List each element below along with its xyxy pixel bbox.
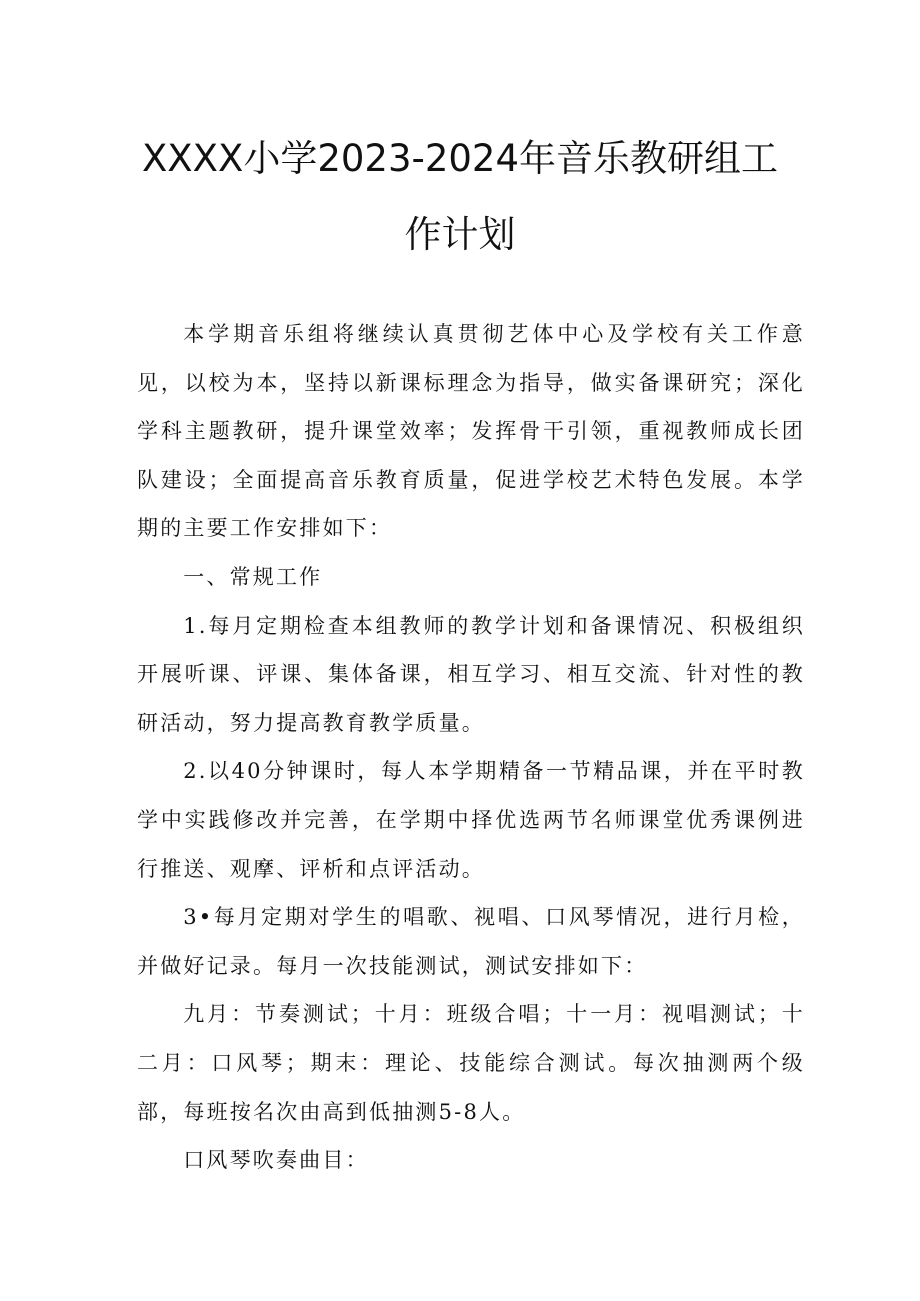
section-heading-routine-work: 一、常规工作	[183, 564, 323, 589]
routine-item-2: 2.以40分钟课时，每人本学期精备一节精品课，并在平时教学中实践修改并完善，在学期中择优选两节名师课堂优秀课例进行推送、观摩、评析和点评活动。	[137, 759, 805, 881]
harmonica-pieces-heading: 口风琴吹奏曲目：	[183, 1148, 369, 1173]
document-title-line-2: 作计划	[404, 213, 516, 256]
document-title-line-1: XXXX小学2023-2024年音乐教研组工	[141, 137, 779, 180]
intro-paragraph: 本学期音乐组将继续认真贯彻艺体中心及学校有关工作意见，以校为本，坚持以新课标理念为指导，做实备课研究；深化学科主题教研，提升课堂效率；发挥骨干引领，重视教师成长团队建设；全面提高音乐教育质量，促进学校艺术特色发展。本学期的主要工作安排如下：	[137, 322, 805, 541]
test-schedule-paragraph: 九月：节奏测试；十月：班级合唱；十一月：视唱测试；十二月：口风琴；期末：理论、技能综合测试。每次抽测两个级部，每班按名次由高到低抽测5-8人。	[137, 1002, 805, 1124]
routine-item-1: 1.每月定期检查本组教师的教学计划和备课情况、积极组织开展听课、评课、集体备课，相互学习、相互交流、针对性的教研活动，努力提高教育教学质量。	[137, 613, 805, 735]
routine-item-3: 3•每月定期对学生的唱歌、视唱、口风琴情况，进行月检，并做好记录。每月一次技能测试，测试安排如下：	[137, 905, 805, 978]
document-body	[137, 310, 805, 1185]
